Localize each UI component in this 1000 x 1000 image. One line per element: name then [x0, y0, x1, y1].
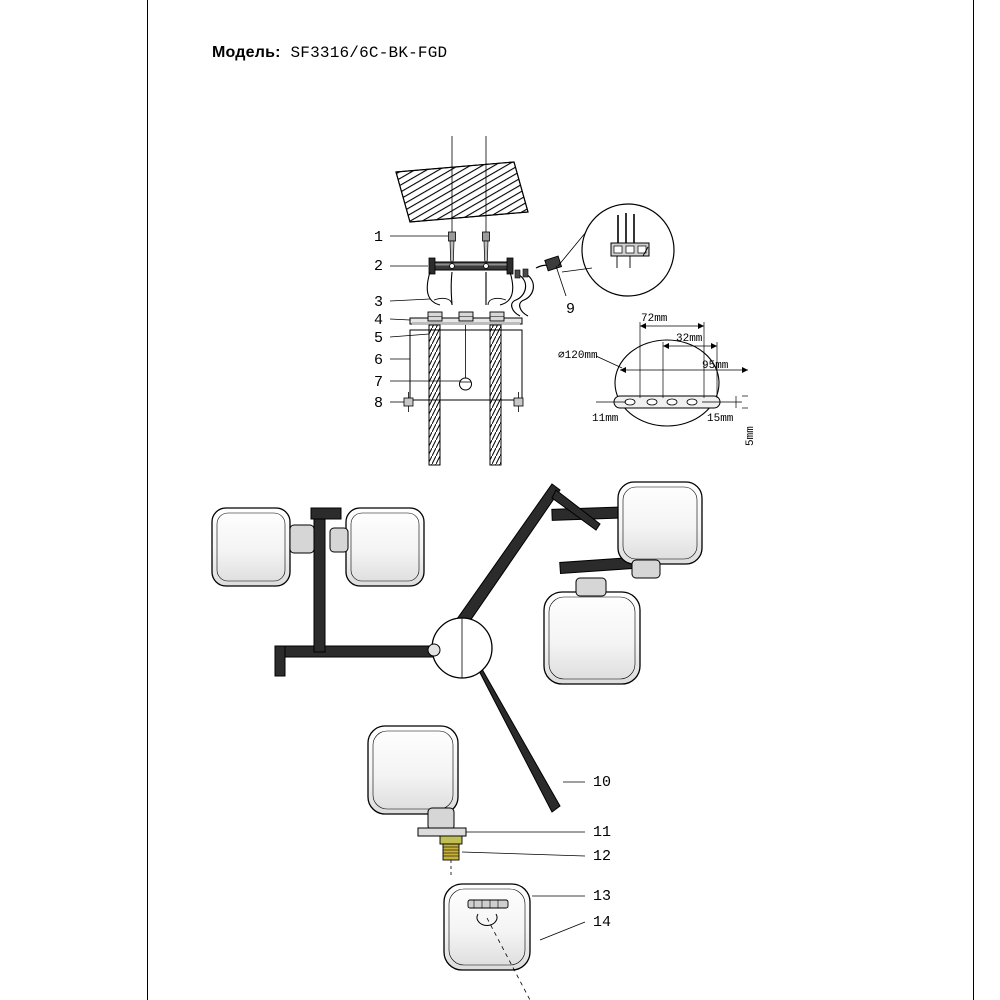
callout-5: 5: [374, 330, 384, 347]
callout-9: 9: [566, 301, 576, 318]
callout-11: 11: [593, 824, 612, 841]
dimension-15mm: 15mm: [707, 413, 734, 425]
callout-7: 7: [374, 374, 384, 391]
dimension-diameter-120mm: ⌀120mm: [558, 350, 598, 362]
dimension-95mm: 95mm: [702, 360, 729, 372]
screw-terminal-detail: [558, 204, 674, 296]
callout-1: 1: [374, 229, 384, 246]
center-hub: [428, 618, 492, 678]
callout-10: 10: [593, 774, 612, 791]
dimension-5mm: 5mm: [745, 426, 757, 446]
mounting-screws: [449, 232, 490, 264]
dimension-72mm: 72mm: [641, 313, 668, 325]
hanger-rods: [427, 272, 513, 305]
callout-12: 12: [593, 848, 612, 865]
rod-nuts: [428, 312, 504, 321]
socket-assembly: [418, 828, 466, 876]
mounting-bar: [429, 258, 513, 274]
threaded-rods: [429, 325, 501, 465]
callout-13: 13: [593, 888, 612, 905]
dimension-32mm: 32mm: [676, 333, 703, 345]
bottom-diffuser: [444, 884, 530, 1000]
callout-14: 14: [593, 914, 612, 931]
model-label: Модель:: [212, 44, 281, 61]
callout-4: 4: [374, 312, 384, 329]
mounting-plate-dimensions: [596, 322, 748, 426]
model-value: SF3316/6C-BK-FGD: [290, 44, 448, 62]
dimension-11mm: 11mm: [592, 413, 619, 425]
callout-2: 2: [374, 258, 384, 275]
callout-8: 8: [374, 395, 384, 412]
callout-6: 6: [374, 352, 384, 369]
end-caps: [404, 392, 523, 412]
ceiling-hatched-plate: [396, 162, 528, 222]
callout-3: 3: [374, 294, 384, 311]
